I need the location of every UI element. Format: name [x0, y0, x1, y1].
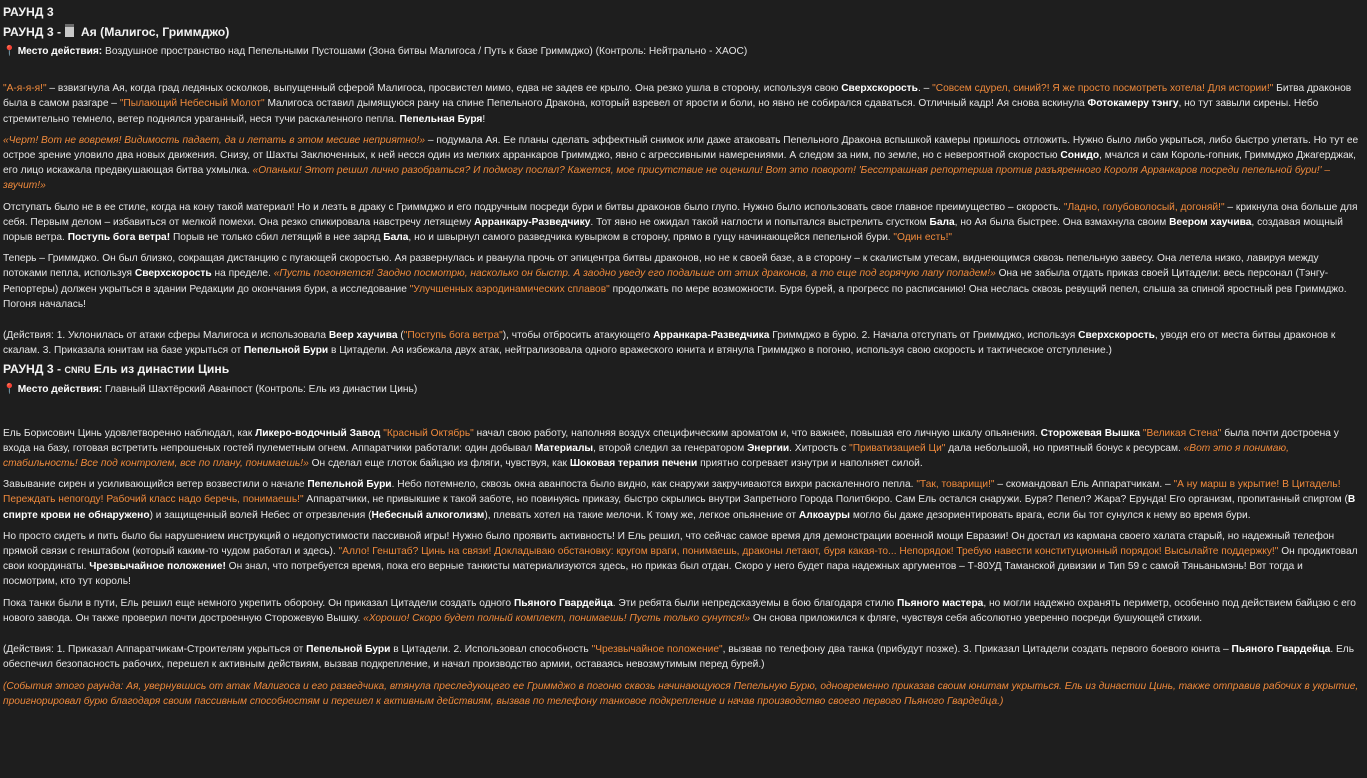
bold-term: Шоковая терапия печени [569, 458, 698, 470]
location-label: Место действия: [17, 46, 103, 57]
thought-quote: «Пусть погоняется! Заодно посмотрю, насколько он быстр. А заодно уведу его подальше от этих драконов, а то еще под горячую лапу попадем!» [273, 268, 996, 280]
quote: "Приватизацией Ци" [849, 442, 946, 454]
bold-term: Энергии [747, 442, 790, 454]
bold-term: Чрезвычайное положение! [89, 561, 226, 573]
section-heading-prefix: РАУНД 3 - [3, 362, 62, 377]
paragraph [3, 596, 1359, 626]
text-run: , второй следил за генератором [593, 442, 748, 454]
paragraph [3, 426, 1359, 472]
text-run: (Действия: 1. Приказал Аппаратчикам-Строителям укрыться от [3, 644, 307, 656]
bold-term: Веер хаучива [328, 330, 398, 342]
text-run: ), плевать хотел на такие мелочи. К тому же, легкое опьянение от [484, 509, 799, 521]
location-label: Место действия: [17, 384, 103, 396]
text-run: была почти достроена у входа на базу, готовая встретить непрошеных гостей пулеметным огнем. Аппаратчики работали: один добывал [3, 427, 1339, 454]
bold-term: В спирте крови не обнаружено [3, 494, 1356, 521]
paragraph [3, 251, 1359, 312]
text-run: , но Ая была быстрее. Она взмахнула своим [954, 216, 1170, 228]
thought-quote: «Вот это я понимаю, стабильность! Все под контролем, все по плану, понимаешь!» [3, 442, 1289, 470]
paragraph [3, 477, 1359, 523]
bold-term: Сторожевая Вышка [1040, 427, 1141, 439]
bold-term: Сверхскорость [1078, 330, 1155, 342]
quote: "Чрезвычайное положение" [591, 644, 723, 656]
calendar-icon [65, 24, 74, 37]
bold-term: Сверхскорость [134, 268, 212, 280]
text-run: . Тот явно не ожидал такой наглости и попытался выстрелить сгустком [590, 216, 930, 228]
text-run: . Эти ребята были непредсказуемы в бою благодаря стилю [612, 597, 897, 609]
bold-term: Материалы [534, 442, 594, 454]
bold-term: Фотокамеру тэнгу [1087, 98, 1179, 110]
section-heading-el [3, 360, 1359, 379]
pin-icon: 📍 [3, 46, 16, 57]
text-run: , но и швырнул самого разведчика кувырком в сторону, прямо в гущу начинающейся пепельной бури. [408, 232, 894, 244]
bold-term: Пепельной Бури [307, 479, 392, 491]
text-run: Он знал, что потребуется время, пока его верные танкисты материализуются здесь, но приказ был отдан. Скоро у него будет пара надежных аргументов – Т-80УД Таманской дивизии и Тип 59 с самой Тяньаньмэнь! Вот тогда и посмотрим, кто тут король! [3, 561, 1303, 588]
quote: "Поступь бога ветра" [403, 330, 503, 342]
text-run: , но могли надежно охранять периметр, особенно под действием байцзю с его нового завода. Он также проверил почти достроенную Сторожевую Вышку. [3, 597, 1356, 624]
quote: "Ладно, голубоволосый, догоняй!" [1063, 201, 1225, 213]
thought-quote: «Опаньки! Этот решил лично разобраться? И подмогу послал? Кажется, мое присутствие не оценили! Вот это поворот! 'Бесстрашная репортерша против разъяренного Короля Арранкаров посреди пепельной бури!' – звучит!» [3, 165, 1331, 192]
text-run: ), чтобы отбросить атакующего [502, 330, 654, 342]
text-run: , вызвав по телефону два танка (прибудут позже). 3. Приказал Цитадели создать первого боевого юнита – [722, 644, 1232, 656]
text-run: – подумала Ая. Ее планы сделать эффектный снимок или даже атаковать Пепельного Дракона вспышкой камеры пришлось отложить. Нужно было либо укрыться, либо быстро улетать. Но тут ее острое зрение уловило два новых движения. Снизу, от Шахты Заключенных, к ней несся один из мелких арранкаров Гриммджо, явно с агрессивными намерениями. А следом за ним, по земле, но с невероятной скоростью [3, 134, 1359, 162]
bold-term: Алкоауры [798, 509, 851, 521]
bold-term: Пьяного Гвардейца [513, 597, 613, 609]
section-heading-aya [3, 23, 1359, 41]
thought-quote: «Хорошо! Скоро будет полный комплект, понимаешь! Пусть только сунутся!» [363, 612, 751, 624]
quote: "Пылающий Небесный Молот" [119, 98, 265, 110]
text-run: – крикнула она больше для себя. Первым делом – избавиться от мелкой помехи. Она резко спикировала навстречу летящему [3, 201, 1358, 228]
bold-term: Арранкара-Разведчика [653, 330, 770, 342]
actions-paragraph [3, 328, 1359, 358]
bold-term: Бала [929, 216, 955, 228]
text-run: в Цитадели. Ая избежала двух атак, нейтрализовала одного вражеского юнита и втянула Гриммджо в погоню, используя свою скорость и тактическое отступление.) [328, 345, 1112, 357]
bold-term: Арранкару-Разведчику [474, 216, 591, 228]
text-run: в Цитадели. 2. Использовал способность [390, 644, 592, 656]
actions-paragraph [3, 642, 1359, 672]
bold-term: Веером хаучива [1169, 216, 1252, 228]
thought-quote: «Черт! Вот не вовремя! Видимость падает, да и летать в этом месиве неприятно!» [3, 134, 426, 146]
bold-term: Бала [383, 232, 409, 244]
bold-term: Небесный алкоголизм [371, 509, 485, 521]
text-run: ) и защищенный волей Небес от отрезвления ( [149, 509, 372, 521]
pin-icon: 📍 [3, 384, 16, 396]
text-run: Он снова приложился к фляге, чувствуя себя абсолютно уверенно посреди бушующей стихии. [750, 612, 1203, 624]
quote: "Так, товарищи!" [916, 479, 995, 491]
text-run: Теперь – Гриммджо. Он был близко, сокращая дистанцию с пугающей скоростью. Ая развернулась и рванула прочь от эпицентра битвы драконов, но не к своей базе, а в сторону – к скалистым утесам, виднеющимся сквозь пепельную завесу. Она летела низко, лавируя между потоками пепла, используя [3, 253, 1319, 280]
text-run: . – [917, 83, 933, 95]
text-run: приятно согревает изнутри и наполняет силой. [697, 458, 923, 470]
bold-term: Сонидо [1060, 150, 1100, 162]
text-run: Пока танки были в пути, Ель решил еще немного укрепить оборону. Он приказал Цитадели создать одного [3, 597, 514, 609]
quote: "А ну марш в укрытие! В Цитадель! Переждать непогоду! Рабочий класс надо беречь, понимаешь!" [3, 479, 1341, 506]
paragraph [3, 200, 1359, 246]
location-text: Воздушное пространство над Пепельными Пустошами (Зона битвы Малигоса / Путь к базе Гриммджо) (Контроль: Нейтрально - ХАОС) [105, 46, 748, 57]
text-run: – взвизгнула Ая, когда град ледяных осколков, выпущенный сферой Малигоса, просвистел мимо, едва не задев ее крыло. Она резко ушла в сторону, используя свою [46, 83, 842, 95]
text-run: – скомандовал Ель Аппаратчикам. – [994, 479, 1174, 491]
bold-term: Поступь бога ветра! [67, 232, 171, 244]
text-run: Отступать было не в ее стиле, когда на кону такой материал! Но и лезть в драку с Гриммджо и его подручным посреди бури и битвы драконов было глупо. Нужно было использовать свое главное преимущество – скорость. [3, 201, 1064, 213]
text-run: . Хитрость с [789, 442, 850, 454]
text-run: Завывание сирен и усиливающийся ветер возвестили о начале [3, 479, 308, 491]
bold-term: Пепельная Буря [399, 113, 483, 125]
paragraph [3, 133, 1359, 194]
location-line [3, 44, 1359, 59]
text-run: , но тут завыли сирены. Небо стремительно темнело, ветер поднялся ураганный, неся тучи раскаленного пепла. [3, 98, 1319, 125]
text-run: Но просто сидеть и пить было бы нарушением инструкций о недопустимости пассивной игры! Нужно было проявить активность! И Ель решил, что сейчас самое время для демонстрации военной мощи Евразии! Он достал из кармана своего халата старый, но надежный телефон прямой связи с генштабом (который каким-то чудом работал и здесь). [3, 530, 1335, 558]
bold-term: Пепельной Бури [306, 644, 391, 656]
quote: "А-я-я-я!" [3, 83, 47, 95]
quote: "Великая Стена" [1142, 427, 1222, 439]
text-run: Ель Борисович Цинь удовлетворенно наблюдал, как [3, 427, 256, 439]
text-run: , создавая мощный порыв ветра. [3, 216, 1343, 244]
round-summary: (События этого раунда: Ая, увернувшись от атак Малигоса и его разведчика, втянула преследующего ее Гриммджо в погоню сквозь начинающуюся Пепельную Бурю, одновременно приказав своим юнитам укрыться. Ель из династии Цинь, также отправив рабочих в укрытие, проигнорировал бурю благодаря своим пассивным способностям и перешел к активным действиям, вызвав по телефону танковое подкрепление и начав производство своего первого Пьяного Гвардейца.) [3, 680, 1359, 707]
quote: "Совсем сдурел, синий?! Я же просто посмотреть хотела! Для истории!" [932, 83, 1274, 95]
text-run: Порыв не только сбил летящий в нее заряд [170, 232, 384, 244]
quote: "Алло! Генштаб? Цинь на связи! Докладываю обстановку: кругом враги, понимаешь, драконы летают, буря какая-то... Непорядок! Требую навести конституционный порядок! Высылайте поддержку!" [338, 546, 1279, 558]
text-run: , уводя его от места битвы драконов к скалам. 3. Приказала юнитам на базе укрыться от [3, 330, 1336, 357]
bold-term: Пепельной Бури [243, 345, 329, 357]
text-run: ! [482, 113, 486, 125]
text-run: , мчался и сам Король-гопник, Гриммджо Джагерджак, его лицо искажала предвкушающая битва ухмылка. [3, 150, 1356, 177]
section-heading-name: Ель из династии Цинь [93, 362, 230, 377]
section-heading-prefix: РАУНД 3 - [3, 25, 62, 39]
text-run: . Небо потемнело, сквозь окна аванпоста было видно, как снаружи закручиваются вихри раскаленного пепла. [391, 479, 917, 491]
bold-term: Пьяного мастера [897, 597, 984, 609]
bold-term: Пьяного Гвардейца [1231, 644, 1331, 656]
paragraph [3, 529, 1359, 590]
text-run: продолжать по мере возможности. Буря бурей, а прогресс по расписанию! Она неслась сквозь ревущий пепел, слыша за спиной яростный рев Гриммджо. Погоня началась! [3, 283, 1347, 310]
quote: "Один есть!" [893, 232, 953, 244]
text-run: начал свою работу, наполняя воздух специфическим ароматом и, что важнее, повышая его личную шкалу опьянения. [473, 427, 1041, 439]
text-run: (Действия: 1. Уклонилась от атаки сферы Малигоса и использовала [3, 330, 329, 342]
location-text: Главный Шахтёрский Аванпост (Контроль: Ель из династии Цинь) [105, 384, 418, 396]
quote: "Красный Октябрь" [383, 427, 474, 439]
text-run: Он сделал еще глоток байцзю из фляги, чувствуя, как [308, 458, 570, 470]
text-run: могло бы даже дезориентировать врага, если бы тот сунулся к нему во время бури. [850, 509, 1251, 521]
text-run: . Ель обеспечил безопасность рабочих, перешел к активным действиям, вызвав подкрепление, и начал производство армии, оставаясь невозмутимым перед бурей.) [3, 644, 1355, 671]
bold-term: Ликеро-водочный Завод [255, 427, 381, 439]
text-run: Он продиктовал свои координаты. [3, 546, 1358, 573]
quote: "Улучшенных аэродинамических сплавов" [409, 283, 610, 295]
text-run: Гриммджо в бурю. 2. Начала отступать от Гриммджо, используя [769, 330, 1079, 342]
location-line [3, 382, 1359, 397]
paragraph [3, 81, 1359, 127]
text-run: на пределе. [211, 268, 274, 280]
bold-term: Сверхскорость [841, 83, 918, 95]
text-run: дала небольшой, но приятный бонус к ресурсам. [945, 442, 1184, 454]
round-title: РАУНД 3 [3, 5, 54, 19]
text-run: Аппаратчики, не привыкшие к такой заботе, но повинуясь приказу, быстро скрылись внутри Запретного Города Политбюро. Сам Ель остался снаружи. Буря? Пепел? Жара? Ерунда! Его организм, пропитанный спиртом ( [303, 494, 1348, 506]
text-run: Малигоса оставил дымящуюся рану на спине Пепельного Дракона, который взревел от ярости и боли, но явно не собирался сдаваться. Отличный кадр! Ая снова вскинула [264, 98, 1088, 110]
flag-label: CNRU [64, 365, 91, 376]
text-run: ( [397, 330, 404, 342]
text-run: Битва драконов была в самом разгаре – [3, 83, 1352, 110]
section-heading-name: Ая (Малигос, Гриммджо) [80, 25, 230, 39]
text-run: Она не забыла отдать приказ своей Цитадели: весь персонал (Тэнгу-Репортеры) должен укрыться в здании Редакции до окончания бури, а исследование [3, 268, 1329, 295]
